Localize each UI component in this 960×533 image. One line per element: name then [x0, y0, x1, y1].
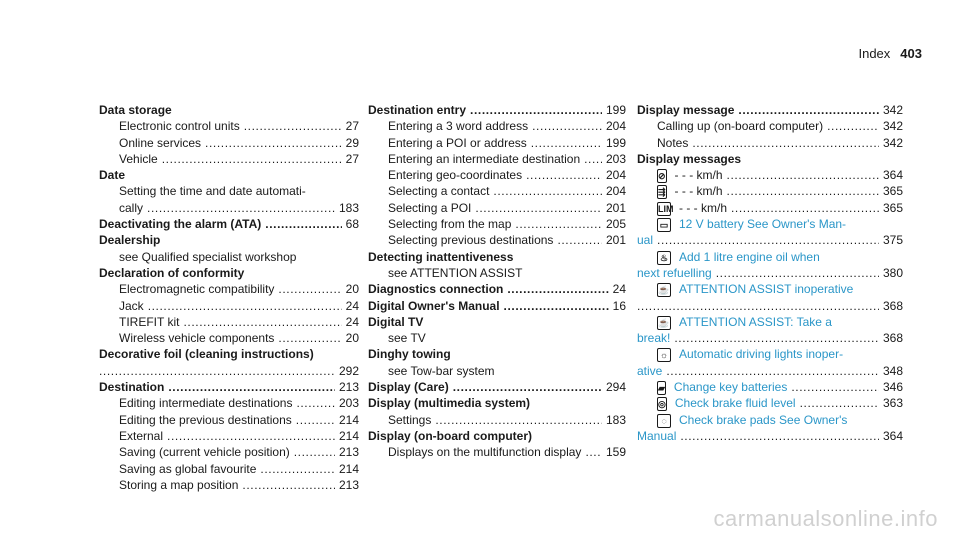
entry-text: Detecting inattentiveness	[368, 249, 514, 264]
page-ref[interactable]: 214	[338, 461, 359, 476]
page-ref[interactable]: 348	[882, 363, 903, 378]
index-entry[interactable]	[99, 314, 359, 330]
entry-text: Digital Owner's Manual	[368, 298, 500, 313]
message-link-text[interactable]: Check brake fluid level	[674, 396, 796, 411]
entry-text: Settings	[388, 412, 432, 427]
entry-text: Diagnostics connection	[368, 282, 504, 297]
message-link-text[interactable]: Manual	[637, 428, 677, 443]
index-entry	[99, 183, 359, 199]
entry-text: Notes	[657, 135, 689, 150]
leader-dots	[585, 444, 602, 460]
leader-dots	[278, 281, 341, 297]
entry-text: Displays on the multifunction display	[388, 445, 582, 460]
entry-text: Deactivating the alarm (ATA)	[99, 217, 262, 232]
index-entry	[637, 412, 903, 428]
index-entry[interactable]	[99, 428, 359, 444]
index-heading	[368, 249, 626, 265]
leader-dots	[453, 379, 602, 395]
page-ref[interactable]: 16	[612, 298, 626, 313]
entry-text: Display messages	[637, 151, 742, 166]
entry-text: Display (Care)	[368, 380, 449, 395]
page-ref[interactable]: 214	[338, 428, 359, 443]
leader-dots	[168, 379, 335, 395]
page-ref[interactable]: 214	[338, 412, 359, 427]
page-ref[interactable]: 213	[338, 445, 359, 460]
index-entry	[368, 265, 626, 281]
page-ref[interactable]: 342	[882, 103, 903, 117]
index-entry[interactable]	[368, 200, 626, 216]
page-ref[interactable]: 204	[605, 168, 626, 183]
index-heading[interactable]	[368, 379, 626, 395]
page-number: 403	[900, 46, 922, 61]
leader-dots	[657, 232, 879, 248]
entry-text: - - - km/h	[679, 200, 727, 215]
leader-dots	[296, 412, 335, 428]
entry-text: Online services	[119, 135, 202, 150]
page-ref[interactable]: 364	[882, 428, 903, 443]
entry-text: Dealership	[99, 233, 161, 248]
leader-dots	[727, 183, 879, 199]
leader-dots	[296, 395, 335, 411]
index-entry	[637, 281, 903, 297]
index-entry[interactable]	[368, 216, 626, 232]
index-heading[interactable]	[99, 379, 359, 395]
leader-dots	[531, 135, 602, 151]
page-ref[interactable]: 368	[882, 331, 903, 346]
entry-text: Storing a map position	[119, 477, 239, 492]
leader-dots	[470, 102, 602, 118]
leader-dots	[475, 200, 602, 216]
leader-dots	[205, 135, 342, 151]
message-link-text[interactable]: Automatic driving lights inoper-	[679, 347, 844, 362]
page-ref[interactable]: 20	[345, 331, 359, 346]
leader-dots	[435, 412, 602, 428]
oil-can-icon: ♨	[657, 251, 671, 265]
message-link-text[interactable]: ative	[637, 363, 663, 378]
index-entry[interactable]	[99, 118, 359, 134]
message-link-text[interactable]: 12 V battery See Owner's Man-	[679, 217, 847, 232]
index-column-1	[99, 102, 359, 493]
leader-dots	[666, 363, 879, 379]
page-ref[interactable]: 204	[605, 184, 626, 199]
entry-text: Electronic control units	[119, 119, 240, 134]
leader-dots	[147, 200, 335, 216]
index-entry	[637, 216, 903, 232]
leader-dots	[162, 151, 342, 167]
leader-dots	[800, 395, 879, 411]
entry-text: Vehicle	[119, 151, 158, 166]
entry-text: - - - km/h	[674, 168, 723, 183]
entry-text: Dinghy towing	[368, 347, 451, 362]
index-title: Index	[858, 46, 891, 61]
key-battery-icon: ▰	[658, 383, 665, 394]
entry-text: Display (on-board computer)	[368, 428, 533, 443]
page-ref[interactable]: 159	[605, 445, 626, 460]
index-entry	[637, 346, 903, 362]
index-entry[interactable]	[368, 151, 626, 167]
index-heading	[99, 167, 359, 183]
index-entry[interactable]	[637, 232, 903, 248]
page-ref[interactable]: 203	[338, 396, 359, 411]
index-entry[interactable]	[368, 183, 626, 199]
page-ref[interactable]: 20	[345, 282, 359, 297]
page-ref[interactable]: 346	[882, 380, 903, 395]
index-entry[interactable]	[99, 151, 359, 167]
page-ref[interactable]: 364	[882, 168, 903, 183]
index-entry[interactable]	[99, 330, 359, 346]
leader-dots	[515, 216, 602, 232]
index-heading[interactable]	[637, 102, 903, 118]
index-entry[interactable]	[368, 444, 626, 460]
index-entry[interactable]	[99, 281, 359, 297]
entry-text: Data storage	[99, 103, 172, 117]
leader-dots	[680, 428, 879, 444]
index-entry	[368, 330, 626, 346]
entry-text: Saving as global favourite	[119, 461, 257, 476]
entry-text: cally	[119, 200, 144, 215]
index-column-2	[368, 102, 626, 461]
entry-text: Editing intermediate destinations	[119, 396, 293, 411]
index-entry[interactable]	[368, 118, 626, 134]
message-link-text[interactable]: Check brake pads See Owner's	[679, 412, 848, 427]
page-ref[interactable]: 199	[605, 103, 626, 117]
index-heading[interactable]	[368, 102, 626, 118]
index-entry[interactable]	[368, 167, 626, 183]
leader-dots	[294, 444, 335, 460]
leader-dots	[791, 379, 879, 395]
page-ref[interactable]: 199	[605, 135, 626, 150]
page-ref[interactable]: 183	[338, 200, 359, 215]
index-entry	[637, 249, 903, 265]
distance-pilot-icon: ⇶	[658, 187, 666, 198]
index-heading	[368, 428, 626, 444]
page-ref[interactable]: 368	[882, 298, 903, 313]
page-ref[interactable]: 24	[345, 298, 359, 313]
entry-text: see TV	[388, 331, 426, 346]
entry-text: External	[119, 428, 164, 443]
page-ref[interactable]: 27	[345, 151, 359, 166]
page-ref[interactable]: 213	[338, 380, 359, 395]
entry-text: Entering a 3 word address	[388, 119, 529, 134]
leader-dots	[637, 298, 879, 314]
index-entry[interactable]	[637, 298, 903, 314]
index-heading	[99, 102, 359, 118]
index-heading	[99, 232, 359, 248]
entry-text: Display (multimedia system)	[368, 396, 531, 411]
leader-dots	[738, 102, 879, 118]
light-icon: ☼	[657, 348, 671, 362]
leader-dots	[507, 281, 608, 297]
entry-text: Saving (current vehicle position)	[119, 445, 290, 460]
entry-text: Entering a POI or address	[388, 135, 527, 150]
page-ref[interactable]: 204	[605, 119, 626, 134]
index-entry[interactable]	[99, 298, 359, 314]
entry-text: Setting the time and date automati-	[119, 184, 306, 199]
page-ref[interactable]: 183	[605, 412, 626, 427]
message-link-text[interactable]: ual	[637, 233, 654, 248]
cruise-off-icon: ⊘	[658, 171, 666, 182]
index-entry[interactable]	[99, 412, 359, 428]
page-ref[interactable]: 375	[882, 233, 903, 248]
page-ref[interactable]: 68	[345, 217, 359, 232]
entry-text: Selecting from the map	[388, 217, 512, 232]
page-ref[interactable]: 24	[612, 282, 626, 297]
entry-text: Decorative foil (cleaning instructions)	[99, 347, 314, 362]
entry-text: Calling up (on-board computer)	[657, 119, 824, 134]
index-entry	[637, 314, 903, 330]
page-ref[interactable]: 292	[338, 363, 359, 378]
leader-dots	[260, 461, 335, 477]
leader-dots	[265, 216, 341, 232]
page-ref[interactable]: 201	[605, 200, 626, 215]
page-ref[interactable]: 29	[345, 135, 359, 150]
index-heading	[99, 265, 359, 281]
index-heading	[368, 395, 626, 411]
entry-text: Selecting previous destinations	[388, 233, 554, 248]
page-ref[interactable]: 24	[345, 314, 359, 329]
battery-icon: ▭	[657, 218, 671, 232]
page-ref[interactable]: 205	[605, 217, 626, 232]
leader-dots	[167, 428, 335, 444]
page-ref[interactable]: 201	[605, 233, 626, 248]
entry-text: Destination entry	[368, 103, 467, 117]
entry-text: Destination	[99, 380, 165, 395]
leader-dots	[532, 118, 602, 134]
leader-dots	[674, 330, 879, 346]
entry-text: Wireless vehicle components	[119, 331, 275, 346]
leader-dots	[692, 135, 879, 151]
entry-text: Selecting a POI	[388, 200, 472, 215]
index-entry[interactable]	[637, 363, 903, 379]
message-link-text[interactable]: ATTENTION ASSIST inoperative	[679, 282, 854, 297]
entry-text: Editing the previous destinations	[119, 412, 292, 427]
entry-text: Entering an intermediate destination	[388, 151, 581, 166]
index-entry[interactable]	[637, 167, 903, 183]
entry-text: Date	[99, 168, 126, 183]
page-header	[858, 46, 922, 62]
index-heading	[368, 346, 626, 362]
index-entry[interactable]	[637, 183, 903, 199]
page-ref[interactable]: 342	[882, 119, 903, 134]
entry-text: TIREFIT kit	[119, 314, 180, 329]
page-ref[interactable]: 363	[882, 396, 903, 411]
leader-dots	[731, 200, 879, 216]
leader-dots	[557, 232, 602, 248]
page-ref[interactable]: 342	[882, 135, 903, 150]
index-entry[interactable]	[637, 330, 903, 346]
index-entry[interactable]	[637, 118, 903, 134]
entry-text: - - - km/h	[674, 184, 723, 199]
leader-dots	[584, 151, 602, 167]
index-entry[interactable]	[637, 428, 903, 444]
leader-dots	[526, 167, 602, 183]
leader-dots	[504, 298, 609, 314]
page-ref[interactable]: 203	[605, 151, 626, 166]
entry-text: see Tow-bar system	[388, 363, 495, 378]
index-heading	[368, 314, 626, 330]
brake-pads-icon: ◌	[657, 414, 671, 428]
entry-text: Declaration of conformity	[99, 265, 245, 280]
index-heading[interactable]	[368, 281, 626, 297]
index-entry[interactable]	[99, 461, 359, 477]
index-entry[interactable]	[99, 363, 359, 379]
index-entry[interactable]	[637, 200, 903, 216]
index-heading[interactable]	[99, 216, 359, 232]
message-link-text[interactable]: Change key batteries	[673, 380, 788, 395]
message-link-text[interactable]: break!	[637, 331, 671, 346]
entry-text: Display message	[637, 103, 735, 117]
leader-dots	[493, 183, 602, 199]
leader-dots	[716, 265, 879, 281]
index-entry	[99, 249, 359, 265]
index-entry[interactable]	[368, 135, 626, 151]
entry-text: Entering geo-coordinates	[388, 168, 523, 183]
index-entry	[368, 363, 626, 379]
page-ref[interactable]: 294	[605, 380, 626, 395]
brake-fluid-icon: ◎	[658, 399, 666, 410]
index-entry[interactable]	[99, 477, 359, 493]
index-entry[interactable]	[637, 265, 903, 281]
index-entry[interactable]	[99, 444, 359, 460]
message-link-text[interactable]: Add 1 litre engine oil when	[679, 249, 820, 264]
index-entry[interactable]	[637, 395, 903, 411]
page-ref[interactable]: 365	[882, 200, 903, 215]
entry-text: Electromagnetic compatibility	[119, 282, 275, 297]
leader-dots	[278, 330, 341, 346]
leader-dots	[99, 363, 335, 379]
index-heading[interactable]	[368, 298, 626, 314]
message-link-text[interactable]: ATTENTION ASSIST: Take a	[679, 314, 832, 329]
page-ref[interactable]: 27	[345, 119, 359, 134]
limiter-icon: LIM	[658, 203, 674, 214]
index-entry[interactable]	[99, 135, 359, 151]
attention-assist-icon: ☕	[658, 317, 670, 328]
index-entry[interactable]	[637, 379, 903, 395]
message-link-text[interactable]: next refuelling	[637, 265, 712, 280]
index-entry[interactable]	[368, 232, 626, 248]
index-heading	[99, 346, 359, 362]
index-column-3	[637, 102, 903, 444]
index-entry[interactable]	[99, 395, 359, 411]
page-ref[interactable]: 365	[882, 184, 903, 199]
index-entry[interactable]	[368, 412, 626, 428]
entry-text: Selecting a contact	[388, 184, 490, 199]
leader-dots	[242, 477, 335, 493]
entry-text: Digital TV	[368, 314, 424, 329]
index-heading	[637, 151, 903, 167]
entry-text: see Qualified specialist workshop	[119, 249, 297, 264]
watermark: carmanualsonline.info	[713, 505, 938, 531]
leader-dots	[727, 167, 879, 183]
index-entry[interactable]	[99, 200, 359, 216]
leader-dots	[827, 118, 879, 134]
page-ref[interactable]: 213	[338, 477, 359, 492]
entry-text: Jack	[119, 298, 144, 313]
leader-dots	[183, 314, 341, 330]
leader-dots	[244, 118, 342, 134]
page-ref[interactable]: 380	[882, 265, 903, 280]
entry-text: see ATTENTION ASSIST	[388, 265, 523, 280]
leader-dots	[148, 298, 342, 314]
attention-assist-icon: ☕	[658, 285, 670, 296]
index-entry[interactable]	[637, 135, 903, 151]
